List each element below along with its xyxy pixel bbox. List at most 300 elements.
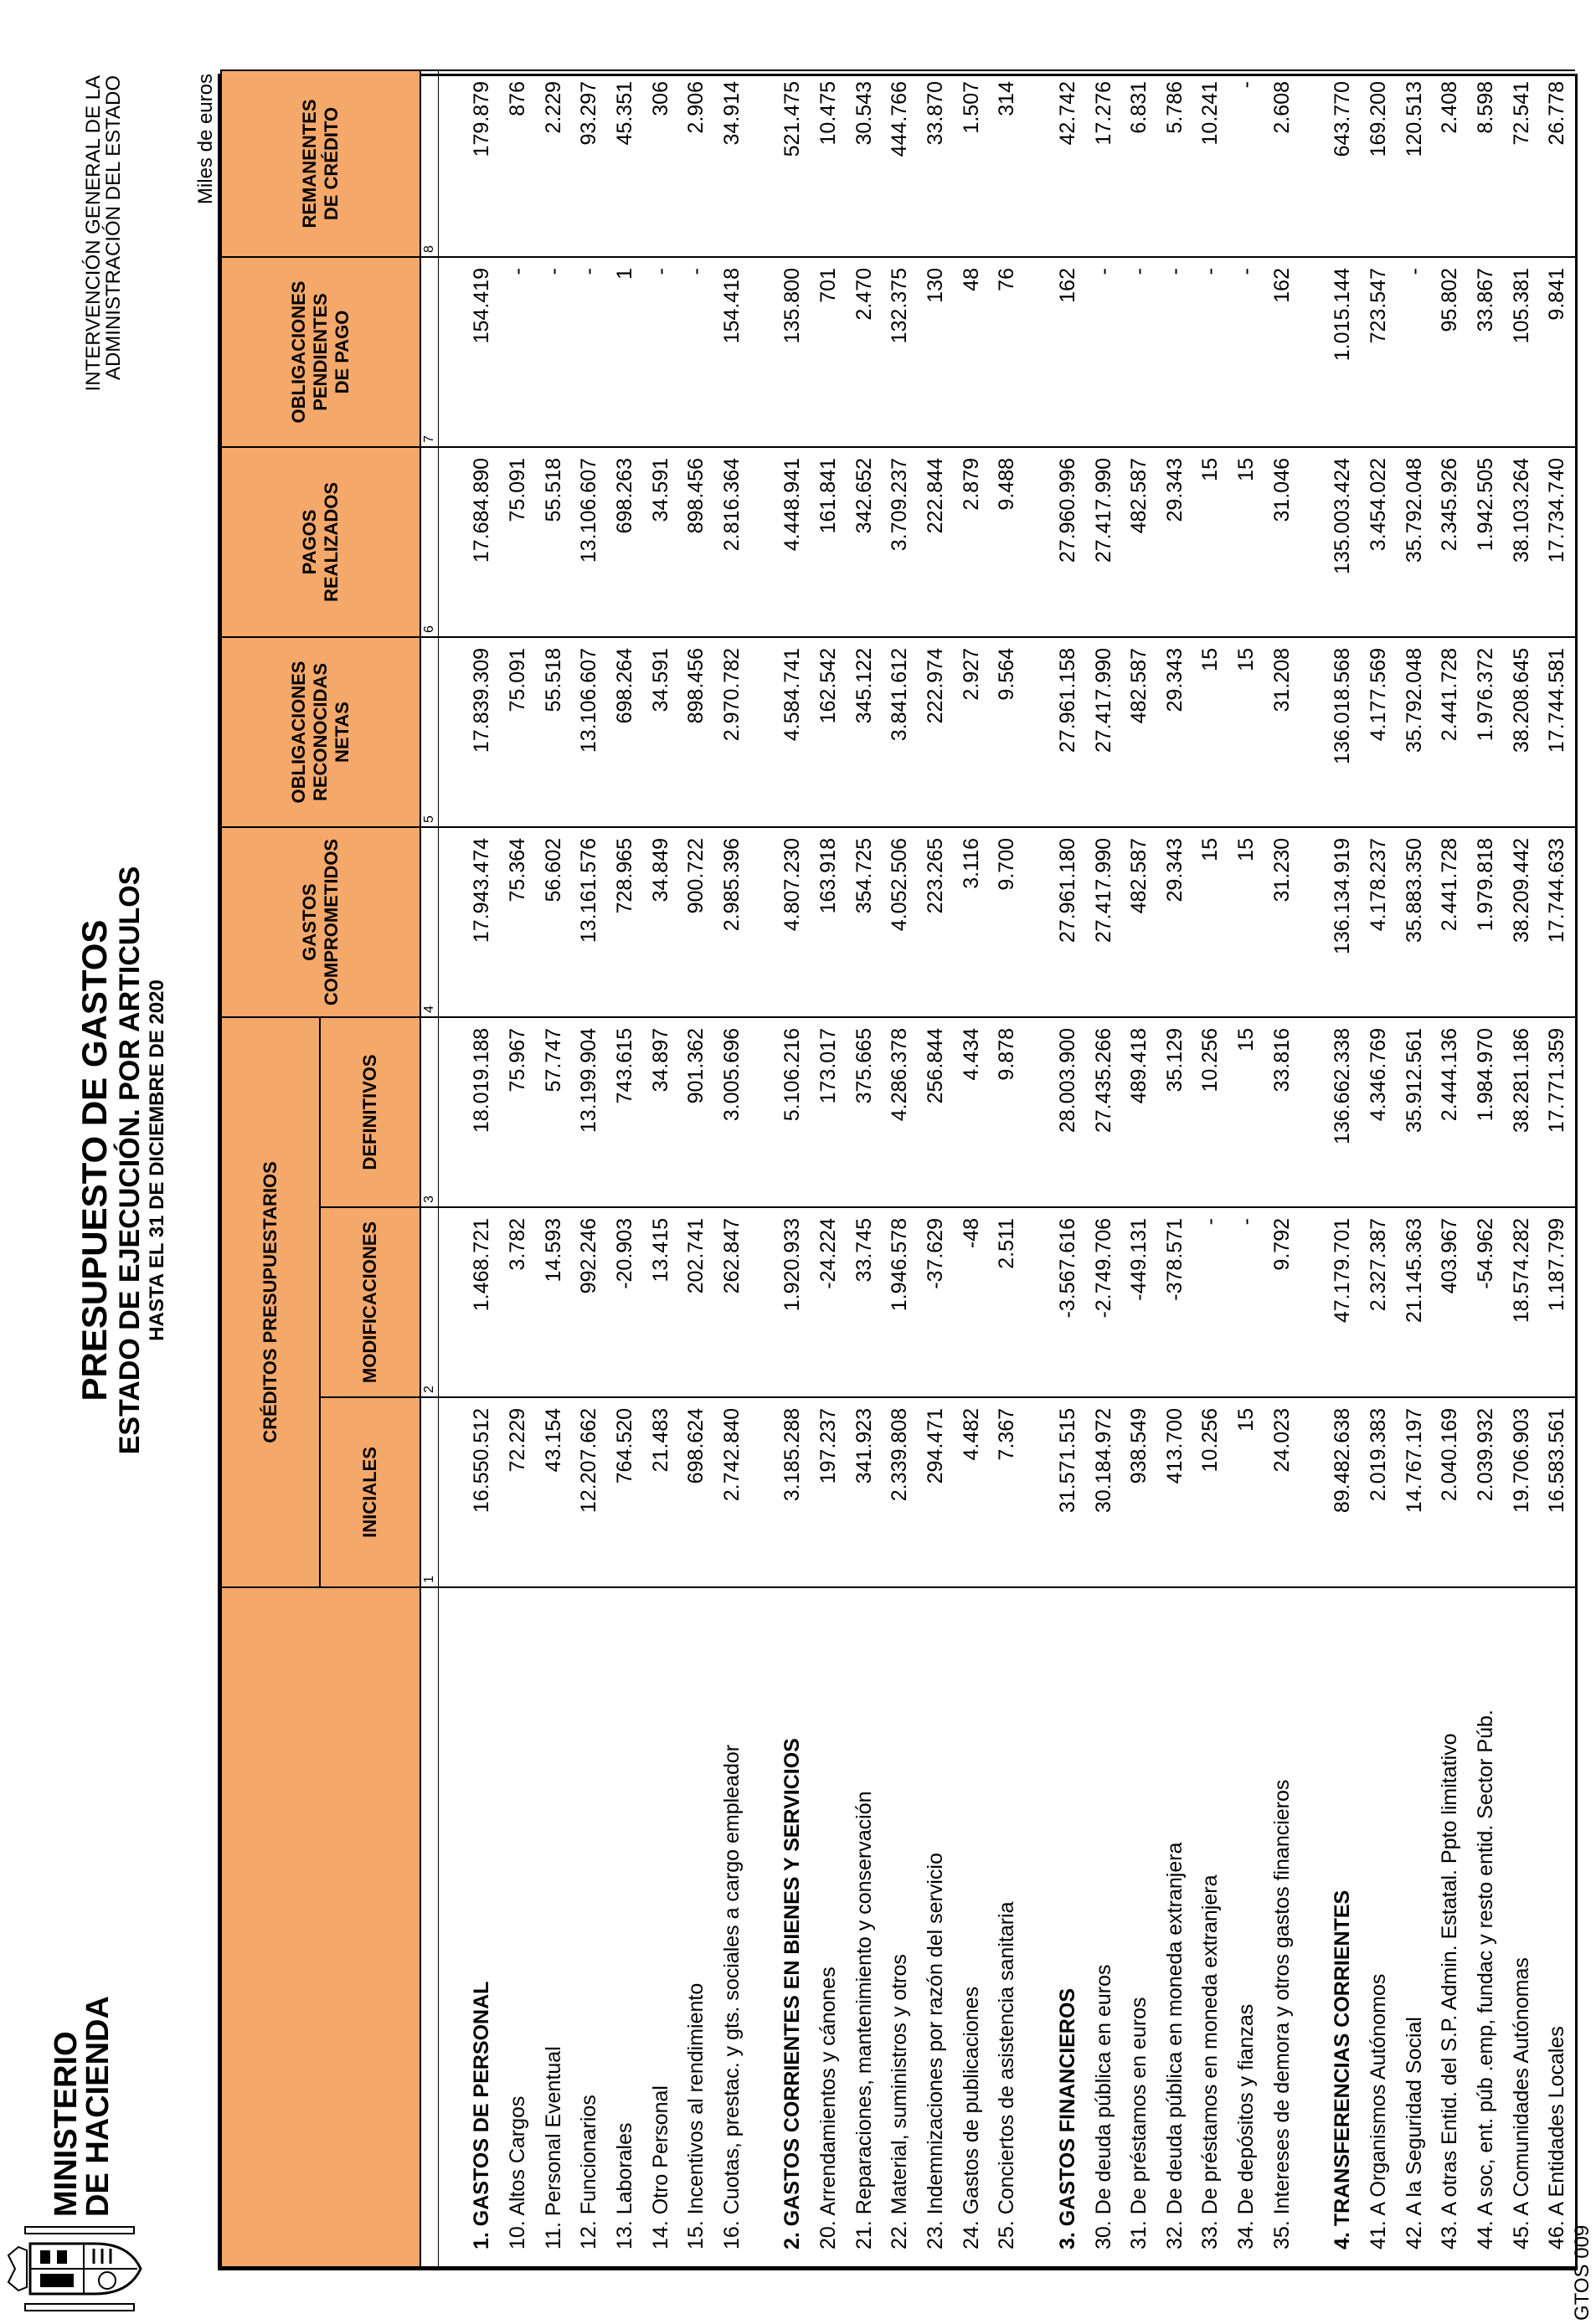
value-cell: 15 [1192,447,1228,637]
units-label: Miles de euros [194,74,217,205]
column-number: 6 [420,447,439,637]
value-cell: 42.742 [1050,70,1086,257]
value-cell: 7.367 [989,1397,1025,1587]
value-cell: 38.208.645 [1503,637,1539,827]
value-cell: 876 [500,70,536,257]
value-cell: 2.039.932 [1468,1397,1504,1587]
row-label: 35. Intereses de demora y otros gastos financieros [1264,1587,1300,2267]
value-cell: 482.587 [1121,637,1157,827]
value-cell: 2.511 [989,1207,1025,1397]
value-cell: 2.229 [535,70,571,257]
spacer-cell [439,257,465,447]
value-cell: 222.844 [918,447,954,637]
row-label: 32. De deuda pública en moneda extranjera [1157,1587,1193,2267]
spacer-cell [1025,1207,1050,1397]
value-cell: 135.800 [775,257,811,447]
article-row [1264,70,1300,2267]
value-cell: 2.441.728 [1432,827,1468,1017]
value-cell: 31.230 [1264,827,1300,1017]
value-cell: 14.767.197 [1396,1397,1432,1587]
value-cell: -3.567.616 [1050,1207,1086,1397]
value-cell: -54.962 [1468,1207,1504,1397]
value-cell: 9.564 [989,637,1025,827]
value-cell: -24.224 [811,1207,847,1397]
group-spacer-row [1025,70,1050,2267]
value-cell: 21.145.363 [1396,1207,1432,1397]
igae-line-1: INTERVENCIÓN GENERAL DE LA [82,75,105,392]
value-cell: 173.017 [811,1017,847,1207]
value-cell: 306 [642,70,678,257]
article-row [607,70,643,2267]
article-row [1192,70,1228,2267]
row-label: 3. GASTOS FINANCIEROS [1050,1587,1086,2267]
article-row [1228,70,1264,2267]
value-cell: - [678,257,714,447]
column-number: 4 [420,827,439,1017]
value-cell: 13.106.607 [571,637,607,827]
value-cell: 45.351 [607,70,643,257]
value-cell: 341.923 [846,1397,882,1587]
row-label: 45. A Comunidades Autónomas [1503,1587,1539,2267]
value-cell: 34.849 [642,827,678,1017]
value-cell: 38.281.186 [1503,1017,1539,1207]
row-label: 43. A otras Entid. del S.P. Admin. Estatal. Ppto limitativo [1432,1587,1468,2267]
spacer-cell [439,1587,465,2267]
value-cell: - [500,257,536,447]
article-row [846,70,882,2267]
header-pend-line-3: DE PAGO [332,310,353,394]
value-cell: 1.979.818 [1468,827,1504,1017]
value-cell: 5.786 [1157,70,1193,257]
value-cell: 17.839.309 [464,637,500,827]
value-cell: 31.208 [1264,637,1300,827]
value-cell: 489.418 [1121,1017,1157,1207]
value-cell: 135.003.424 [1325,447,1361,637]
ministry-line-1: MINISTERIO [49,2031,84,2217]
value-cell: 2.470 [846,257,882,447]
article-row [535,70,571,2267]
spacer-cell [1025,447,1050,637]
value-cell: 162 [1050,257,1086,447]
value-cell: 136.018.568 [1325,637,1361,827]
value-cell: 10.256 [1192,1397,1228,1587]
chapter-total-row [464,70,500,2267]
value-cell: 33.816 [1264,1017,1300,1207]
value-cell: 136.662.338 [1325,1017,1361,1207]
article-row [642,70,678,2267]
value-cell: 1 [607,257,643,447]
value-cell: 10.256 [1192,1017,1228,1207]
spacer-cell [439,1397,465,1587]
value-cell: 35.129 [1157,1017,1193,1207]
spacer-cell [749,70,775,257]
value-cell: 345.122 [846,637,882,827]
value-cell: 13.415 [642,1207,678,1397]
value-cell: 6.831 [1121,70,1157,257]
table-body [420,70,1575,2267]
article-row [1157,70,1193,2267]
group-spacer-row [749,70,775,2267]
value-cell: 31.046 [1264,447,1300,637]
value-cell: 521.475 [775,70,811,257]
coat-of-arms-icon [3,2222,151,2316]
value-cell: 130 [918,257,954,447]
report-title [75,750,169,1571]
value-cell: 1.507 [953,70,989,257]
header-gastos [221,827,420,1017]
header-gastos-line-1: GASTOS [299,883,320,961]
value-cell: -2.749.706 [1085,1207,1121,1397]
value-cell: 19.706.903 [1503,1397,1539,1587]
value-cell: 17.771.359 [1539,1017,1575,1207]
header-oblig-line-2: RECONOCIDAS [310,663,331,802]
value-cell: 15 [1228,1017,1264,1207]
article-row [882,70,918,2267]
value-cell: 33.745 [846,1207,882,1397]
value-cell: 105.381 [1503,257,1539,447]
spacer-cell [749,257,775,447]
spacer-cell [749,637,775,827]
value-cell: 314 [989,70,1025,257]
value-cell: 17.276 [1085,70,1121,257]
value-cell: 2.608 [1264,70,1300,257]
value-cell: 222.974 [918,637,954,827]
value-cell: 1.920.933 [775,1207,811,1397]
value-cell: 12.207.662 [571,1397,607,1587]
value-cell: - [1228,1207,1264,1397]
value-cell: - [1396,257,1432,447]
value-cell: 14.593 [535,1207,571,1397]
spacer-cell [439,1017,465,1207]
value-cell: 55.518 [535,637,571,827]
spacer-cell [1025,827,1050,1017]
value-cell: 27.961.158 [1050,637,1086,827]
value-cell: 3.116 [953,827,989,1017]
value-cell: 938.549 [1121,1397,1157,1587]
value-cell: 38.209.442 [1503,827,1539,1017]
value-cell: 76 [989,257,1025,447]
header-remanentes [221,70,420,257]
header-iniciales: INICIALES [320,1397,420,1587]
value-cell: 28.003.900 [1050,1017,1086,1207]
value-cell: 16.550.512 [464,1397,500,1587]
value-cell: 30.543 [846,70,882,257]
row-label: 21. Reparaciones, mantenimiento y conservación [846,1587,882,2267]
value-cell: 743.615 [607,1017,643,1207]
spacer-cell [1025,257,1050,447]
value-cell: 93.297 [571,70,607,257]
value-cell: 4.346.769 [1361,1017,1397,1207]
value-cell: 403.967 [1432,1207,1468,1397]
value-cell: 701 [811,257,847,447]
value-cell: 75.091 [500,447,536,637]
header-oblig-line-3: NETAS [332,702,353,763]
value-cell: 72.541 [1503,70,1539,257]
value-cell: 1.015.144 [1325,257,1361,447]
header-obligaciones [221,637,420,827]
value-cell: 2.879 [953,447,989,637]
header-blank [221,1587,420,2267]
value-cell: - [1121,257,1157,447]
value-cell: 2.408 [1432,70,1468,257]
value-cell: 162.542 [811,637,847,827]
value-cell: 27.417.990 [1085,447,1121,637]
value-cell: 17.684.890 [464,447,500,637]
value-cell: 18.574.282 [1503,1207,1539,1397]
value-cell: 13.106.607 [571,447,607,637]
value-cell: 38.103.264 [1503,447,1539,637]
value-cell: 2.444.136 [1432,1017,1468,1207]
row-label: 23. Indemnizaciones por razón del servicio [918,1587,954,2267]
value-cell: 4.177.569 [1361,637,1397,827]
column-number: 3 [420,1017,439,1207]
value-cell: 35.912.561 [1396,1017,1432,1207]
title-line-3: HASTA EL 31 DE DICIEMBRE DE 2020 [146,979,168,1341]
value-cell: 2.345.926 [1432,447,1468,637]
spacer-cell [1300,1017,1325,1207]
value-cell: 2.441.728 [1432,637,1468,827]
value-cell: -37.629 [918,1207,954,1397]
article-row [1468,70,1504,2267]
spacer-cell [1025,1017,1050,1207]
value-cell: 4.584.741 [775,637,811,827]
header-pagos-line-2: REALIZADOS [321,482,342,602]
value-cell: 2.339.808 [882,1397,918,1587]
value-cell: 26.778 [1539,70,1575,257]
row-label: 1. GASTOS DE PERSONAL [464,1587,500,2267]
value-cell: 698.624 [678,1397,714,1587]
article-row [1503,70,1539,2267]
value-cell: 698.263 [607,447,643,637]
value-cell: 413.700 [1157,1397,1193,1587]
value-cell: 3.841.612 [882,637,918,827]
value-cell: 154.419 [464,257,500,447]
value-cell: 3.005.696 [713,1017,749,1207]
value-cell: 2.985.396 [713,827,749,1017]
value-cell: 13.161.576 [571,827,607,1017]
value-cell: 728.965 [607,827,643,1017]
value-cell: 3.709.237 [882,447,918,637]
value-cell: 33.867 [1468,257,1504,447]
value-cell: 16.583.561 [1539,1397,1575,1587]
ministry-line-2: DE HACIENDA [80,1996,116,2217]
value-cell: 2.816.364 [713,447,749,637]
value-cell: 992.246 [571,1207,607,1397]
article-row [918,70,954,2267]
value-cell: 35.883.350 [1396,827,1432,1017]
value-cell: 35.792.048 [1396,447,1432,637]
row-label: 34. De depósitos y fianzas [1228,1587,1264,2267]
spacer-cell [439,70,465,257]
value-cell: 43.154 [535,1397,571,1587]
value-cell: 15 [1228,827,1264,1017]
value-cell: 444.766 [882,70,918,257]
value-cell: - [1157,257,1193,447]
value-cell: 5.106.216 [775,1017,811,1207]
value-cell: 30.184.972 [1085,1397,1121,1587]
value-cell: 34.914 [713,70,749,257]
value-cell: 1.942.505 [1468,447,1504,637]
column-number: 7 [420,257,439,447]
row-label: 22. Material, suministros y otros [882,1587,918,2267]
value-cell: 89.482.638 [1325,1397,1361,1587]
chapter-total-row [1050,70,1086,2267]
value-cell: 1.976.372 [1468,637,1504,827]
spacer-cell [439,827,465,1017]
value-cell: 48 [953,257,989,447]
article-row [1361,70,1397,2267]
budget-execution-table [218,74,1578,2270]
header-rem-line-2: DE CRÉDITO [321,106,342,221]
value-cell: -449.131 [1121,1207,1157,1397]
article-row [500,70,536,2267]
value-cell: - [1192,1207,1228,1397]
spacer-cell [1300,1207,1325,1397]
value-cell: 256.844 [918,1017,954,1207]
value-cell: 179.879 [464,70,500,257]
row-label: 44. A soc, ent. púb .emp, fundac y resto entid. Sector Púb. [1468,1587,1504,2267]
value-cell: 8.598 [1468,70,1504,257]
spacer-cell [1025,1397,1050,1587]
value-cell: 33.870 [918,70,954,257]
spacer-cell [439,447,465,637]
value-cell: 4.434 [953,1017,989,1207]
value-cell: 47.179.701 [1325,1207,1361,1397]
value-cell: 1.468.721 [464,1207,500,1397]
value-cell: 262.847 [713,1207,749,1397]
header-oblig-line-1: OBLIGACIONES [288,661,309,804]
value-cell: 72.229 [500,1397,536,1587]
value-cell: 27.435.266 [1085,1017,1121,1207]
row-label: 4. TRANSFERENCIAS CORRIENTES [1325,1587,1361,2267]
value-cell: 375.665 [846,1017,882,1207]
value-cell: 764.520 [607,1397,643,1587]
value-cell: 163.918 [811,827,847,1017]
spacer-cell [1300,637,1325,827]
value-cell: 898.456 [678,637,714,827]
ministry-name [50,1996,114,2217]
spacer-cell [749,827,775,1017]
value-cell: 154.418 [713,257,749,447]
column-number: 1 [420,1397,439,1587]
value-cell: 10.241 [1192,70,1228,257]
column-number-row [420,70,439,2267]
value-cell: 2.927 [953,637,989,827]
value-cell: 57.747 [535,1017,571,1207]
row-label: 46. A Entidades Locales [1539,1587,1575,2267]
title-line-2: ESTADO DE EJECUCIÓN. POR ARTICULOS [114,866,146,1455]
value-cell: 34.591 [642,447,678,637]
value-cell: 4.178.237 [1361,827,1397,1017]
value-cell: 75.364 [500,827,536,1017]
row-label: 30. De deuda pública en euros [1085,1587,1121,2267]
article-row [571,70,607,2267]
header-definitivos: DEFINITIVOS [320,1017,420,1207]
column-number: 2 [420,1207,439,1397]
value-cell: 15 [1228,447,1264,637]
spacer-cell [1300,257,1325,447]
spacer-cell [1025,637,1050,827]
value-cell: 2.040.169 [1432,1397,1468,1587]
value-cell: 482.587 [1121,447,1157,637]
row-label: 31. De préstamos en euros [1121,1587,1157,2267]
value-cell: 17.744.581 [1539,637,1575,827]
spacer-cell [1300,70,1325,257]
value-cell: 75.967 [500,1017,536,1207]
article-row [1396,70,1432,2267]
header-pend-line-2: PENDIENTES [310,293,331,411]
value-cell: 4.052.506 [882,827,918,1017]
value-cell: 56.602 [535,827,571,1017]
row-label: 16. Cuotas, prestac. y gts. sociales a cargo empleador [713,1587,749,2267]
chapter-total-row [775,70,811,2267]
header-pendientes [221,257,420,447]
value-cell: - [1228,257,1264,447]
value-cell: 223.265 [918,827,954,1017]
header-gastos-line-2: COMPROMETIDOS [321,838,342,1006]
spacer-cell [749,1017,775,1207]
value-cell: 15 [1192,827,1228,1017]
value-cell: 197.237 [811,1397,847,1587]
article-row [678,70,714,2267]
value-cell: 29.343 [1157,447,1193,637]
header-creditos: CRÉDITOS PRESUPUESTARIOS [221,1017,320,1587]
value-cell: 3.454.022 [1361,447,1397,637]
spacer-cell [1300,827,1325,1017]
group-spacer-row [1300,70,1325,2267]
row-label: 12. Funcionarios [571,1587,607,2267]
row-label: 41. A Organismos Autónomos [1361,1587,1397,2267]
value-cell: 698.264 [607,637,643,827]
value-cell: 342.652 [846,447,882,637]
title-line-1: PRESUPUESTO DE GASTOS [75,919,114,1401]
value-cell: 901.362 [678,1017,714,1207]
row-label: 14. Otro Personal [642,1587,678,2267]
value-cell: 2.906 [678,70,714,257]
value-cell: 2.019.383 [1361,1397,1397,1587]
article-row [1539,70,1575,2267]
value-cell: 24.023 [1264,1397,1300,1587]
value-cell: 95.802 [1432,257,1468,447]
header-rem-line-1: REMANENTES [299,99,320,229]
value-cell: 10.475 [811,70,847,257]
row-label: 24. Gastos de publicaciones [953,1587,989,2267]
value-cell: 3.185.288 [775,1397,811,1587]
article-row [1121,70,1157,2267]
value-cell: 3.782 [500,1207,536,1397]
row-label: 25. Conciertos de asistencia sanitaria [989,1587,1025,2267]
value-cell: 161.841 [811,447,847,637]
report-code: GTOS 009 [1571,2224,1593,2321]
chapter-total-row [1325,70,1361,2267]
article-row [811,70,847,2267]
value-cell: 4.807.230 [775,827,811,1017]
value-cell: 2.742.840 [713,1397,749,1587]
value-cell: 169.200 [1361,70,1397,257]
column-number-blank [420,1587,439,2267]
value-cell: 21.483 [642,1397,678,1587]
value-cell: - [535,257,571,447]
row-label: 10. Altos Cargos [500,1587,536,2267]
row-label: 13. Laborales [607,1587,643,2267]
value-cell: 898.456 [678,447,714,637]
value-cell: 2.327.387 [1361,1207,1397,1397]
value-cell: 27.417.990 [1085,827,1121,1017]
value-cell: 29.343 [1157,827,1193,1017]
spacer-cell [749,1587,775,2267]
spacer-cell [749,1397,775,1587]
value-cell: 75.091 [500,637,536,827]
